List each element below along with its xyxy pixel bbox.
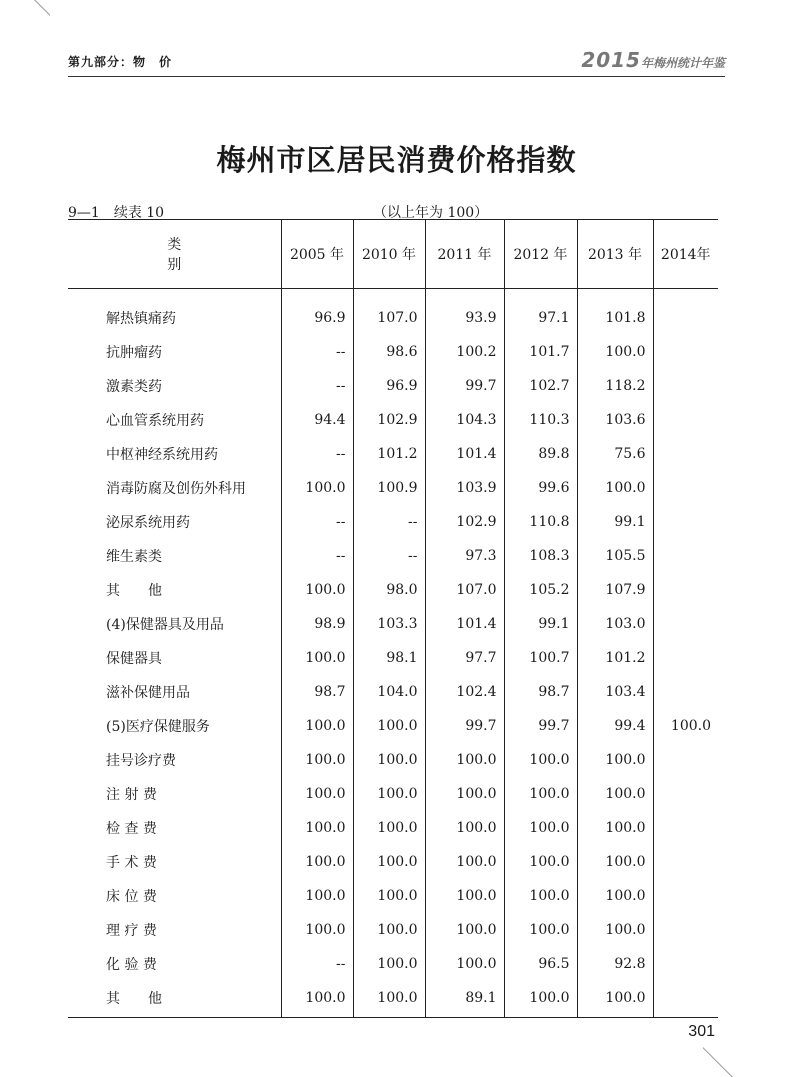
value-cell: 92.8	[577, 947, 653, 981]
value-cell	[653, 913, 718, 947]
value-cell: 100.0	[577, 913, 653, 947]
value-cell: --	[281, 539, 353, 573]
value-cell	[653, 811, 718, 845]
value-cell: 104.3	[425, 403, 504, 437]
value-cell: 100.0	[281, 641, 353, 675]
value-cell: 104.0	[353, 675, 425, 709]
value-cell: 100.0	[504, 743, 577, 777]
corner-crop-mark	[0, 0, 50, 50]
row-label: (5)医疗保健服务	[106, 719, 210, 735]
value-cell	[653, 471, 718, 505]
value-cell: 98.7	[504, 675, 577, 709]
value-cell: 102.4	[425, 675, 504, 709]
value-cell: 93.9	[425, 289, 504, 336]
value-cell: 100.0	[281, 743, 353, 777]
value-cell: 100.0	[425, 879, 504, 913]
value-cell: 105.5	[577, 539, 653, 573]
value-cell: 100.0	[281, 709, 353, 743]
value-cell	[653, 777, 718, 811]
row-label: 注 射 费	[106, 787, 157, 803]
value-cell: 100.0	[353, 743, 425, 777]
value-cell	[653, 675, 718, 709]
value-cell: 103.9	[425, 471, 504, 505]
value-cell: 107.0	[353, 289, 425, 336]
table-row	[68, 335, 718, 369]
value-cell: 103.3	[353, 607, 425, 641]
row-label: 保健器具	[106, 651, 162, 667]
value-cell: 103.4	[577, 675, 653, 709]
value-cell: 103.0	[577, 607, 653, 641]
value-cell: 100.0	[281, 471, 353, 505]
table-row	[68, 607, 718, 641]
table-row	[68, 811, 718, 845]
value-cell: 100.0	[353, 811, 425, 845]
value-cell: 99.1	[504, 607, 577, 641]
row-label: 消毒防腐及创伤外科用	[106, 481, 246, 497]
value-cell: 94.4	[281, 403, 353, 437]
value-cell	[653, 845, 718, 879]
table-body	[68, 289, 718, 1018]
value-cell: 99.4	[577, 709, 653, 743]
value-cell: 100.0	[425, 845, 504, 879]
value-cell: --	[281, 369, 353, 403]
value-cell: 100.0	[281, 777, 353, 811]
value-cell: 100.0	[577, 471, 653, 505]
value-cell: 99.6	[504, 471, 577, 505]
value-cell: 100.0	[425, 811, 504, 845]
value-cell: 100.0	[577, 335, 653, 369]
row-label: 检 查 费	[106, 821, 157, 837]
value-cell	[653, 505, 718, 539]
value-cell: 98.6	[353, 335, 425, 369]
value-cell: 98.7	[281, 675, 353, 709]
value-cell: 98.9	[281, 607, 353, 641]
value-cell: 99.7	[504, 709, 577, 743]
value-cell: 118.2	[577, 369, 653, 403]
value-cell	[653, 539, 718, 573]
value-cell: 100.0	[577, 879, 653, 913]
row-label: 滋补保健用品	[106, 685, 190, 701]
value-cell: 100.0	[653, 709, 718, 743]
value-cell: 97.7	[425, 641, 504, 675]
value-cell: 101.7	[504, 335, 577, 369]
row-label: 抗肿瘤药	[106, 345, 162, 361]
row-label: 化 验 费	[106, 957, 157, 973]
value-cell: 97.1	[504, 289, 577, 336]
yearbook-year: 2015	[581, 48, 641, 72]
value-cell: 100.0	[577, 811, 653, 845]
value-cell: 100.0	[353, 709, 425, 743]
value-cell: 99.7	[425, 369, 504, 403]
value-cell: 100.0	[281, 913, 353, 947]
row-label: 中枢神经系统用药	[106, 447, 218, 463]
table-row	[68, 573, 718, 607]
value-cell: 101.2	[353, 437, 425, 471]
value-cell: 100.0	[281, 845, 353, 879]
value-cell: 100.0	[425, 777, 504, 811]
value-cell: 105.2	[504, 573, 577, 607]
value-cell: 110.8	[504, 505, 577, 539]
row-label: 挂号诊疗费	[106, 753, 176, 769]
table-row	[68, 913, 718, 947]
value-cell: 100.0	[353, 981, 425, 1018]
table-row	[68, 879, 718, 913]
column-header-2014: 2014年	[653, 220, 718, 289]
value-cell: 103.6	[577, 403, 653, 437]
column-header-2005: 2005 年	[281, 220, 353, 289]
table-header-row	[68, 220, 718, 289]
value-cell: --	[281, 947, 353, 981]
value-cell: --	[281, 437, 353, 471]
yearbook-name: 年梅州统计年鉴	[640, 56, 725, 70]
value-cell: 98.1	[353, 641, 425, 675]
row-label: 维生素类	[106, 549, 162, 565]
table-row	[68, 471, 718, 505]
table-row	[68, 289, 718, 336]
value-cell: 97.3	[425, 539, 504, 573]
value-cell: --	[281, 335, 353, 369]
value-cell	[653, 289, 718, 336]
value-cell: 102.9	[425, 505, 504, 539]
value-cell: 100.0	[353, 879, 425, 913]
column-header-2011: 2011 年	[425, 220, 504, 289]
value-cell	[653, 607, 718, 641]
value-cell: 96.9	[353, 369, 425, 403]
value-cell: 107.9	[577, 573, 653, 607]
column-header-2010: 2010 年	[353, 220, 425, 289]
value-cell	[653, 641, 718, 675]
row-label: 其 他	[106, 583, 162, 599]
value-cell: 100.0	[504, 845, 577, 879]
value-cell: 100.0	[504, 981, 577, 1018]
table-row	[68, 641, 718, 675]
value-cell: 100.0	[577, 981, 653, 1018]
page-title: 梅州市区居民消费价格指数	[216, 143, 577, 177]
value-cell: 99.1	[577, 505, 653, 539]
value-cell: 100.2	[425, 335, 504, 369]
value-cell: 101.4	[425, 607, 504, 641]
table-row	[68, 403, 718, 437]
value-cell: 100.0	[281, 573, 353, 607]
column-header-2013: 2013 年	[577, 220, 653, 289]
page-number: 301	[688, 1023, 715, 1040]
row-label: (4)保健器具及用品	[106, 617, 224, 633]
value-cell: 107.0	[425, 573, 504, 607]
table-row	[68, 947, 718, 981]
row-label: 激素类药	[106, 379, 162, 395]
value-cell	[653, 403, 718, 437]
column-header-category: 类 别	[68, 220, 281, 289]
row-label: 理 疗 费	[106, 923, 157, 939]
row-label: 手 术 费	[106, 855, 157, 871]
value-cell: 99.7	[425, 709, 504, 743]
value-cell: 89.8	[504, 437, 577, 471]
table-id: 9—1 续表 10	[68, 205, 165, 221]
value-cell: 100.0	[281, 981, 353, 1018]
value-cell: 100.0	[425, 947, 504, 981]
table-row	[68, 437, 718, 471]
value-cell: 100.0	[504, 811, 577, 845]
value-cell: 100.0	[353, 777, 425, 811]
value-cell: 100.7	[504, 641, 577, 675]
value-cell: 100.0	[353, 845, 425, 879]
value-cell: 98.0	[353, 573, 425, 607]
value-cell	[653, 335, 718, 369]
column-header-2012: 2012 年	[504, 220, 577, 289]
value-cell	[653, 369, 718, 403]
value-cell	[653, 981, 718, 1018]
value-cell: 101.4	[425, 437, 504, 471]
table-row	[68, 675, 718, 709]
value-cell: 100.0	[425, 913, 504, 947]
value-cell: 108.3	[504, 539, 577, 573]
table-row	[68, 743, 718, 777]
value-cell: 101.8	[577, 289, 653, 336]
table-row	[68, 369, 718, 403]
value-cell: 110.3	[504, 403, 577, 437]
row-label: 床 位 费	[106, 889, 157, 905]
value-cell: 102.9	[353, 403, 425, 437]
running-header	[68, 50, 725, 77]
value-cell: 96.9	[281, 289, 353, 336]
table-row	[68, 539, 718, 573]
value-cell: 100.9	[353, 471, 425, 505]
value-cell: 100.0	[577, 845, 653, 879]
table-row	[68, 709, 718, 743]
table-row	[68, 505, 718, 539]
value-cell	[653, 437, 718, 471]
value-cell: 100.0	[353, 947, 425, 981]
section-label: 第九部分：物 价	[68, 55, 173, 69]
value-cell: 100.0	[504, 913, 577, 947]
value-cell: 89.1	[425, 981, 504, 1018]
value-cell: 101.2	[577, 641, 653, 675]
value-cell: 100.0	[577, 777, 653, 811]
value-cell: 102.7	[504, 369, 577, 403]
value-cell: 100.0	[504, 879, 577, 913]
value-cell: --	[353, 539, 425, 573]
value-cell	[653, 879, 718, 913]
row-label: 泌尿系统用药	[106, 515, 190, 531]
value-cell	[653, 947, 718, 981]
value-cell: 100.0	[577, 743, 653, 777]
base-note: （以上年为 100）	[373, 205, 489, 221]
row-label: 解热镇痛药	[106, 311, 176, 327]
value-cell: --	[353, 505, 425, 539]
value-cell: 100.0	[504, 777, 577, 811]
row-label: 心血管系统用药	[106, 413, 204, 429]
value-cell	[653, 743, 718, 777]
value-cell: --	[281, 505, 353, 539]
table-row	[68, 777, 718, 811]
yearbook-logo	[581, 48, 725, 72]
value-cell: 100.0	[353, 913, 425, 947]
value-cell: 96.5	[504, 947, 577, 981]
value-cell: 100.0	[425, 743, 504, 777]
value-cell: 100.0	[281, 811, 353, 845]
value-cell	[653, 573, 718, 607]
value-cell: 75.6	[577, 437, 653, 471]
table-row	[68, 845, 718, 879]
price-index-table	[68, 219, 718, 1018]
row-label: 其 他	[68, 981, 281, 1018]
value-cell: 100.0	[281, 879, 353, 913]
table-row	[68, 981, 718, 1018]
